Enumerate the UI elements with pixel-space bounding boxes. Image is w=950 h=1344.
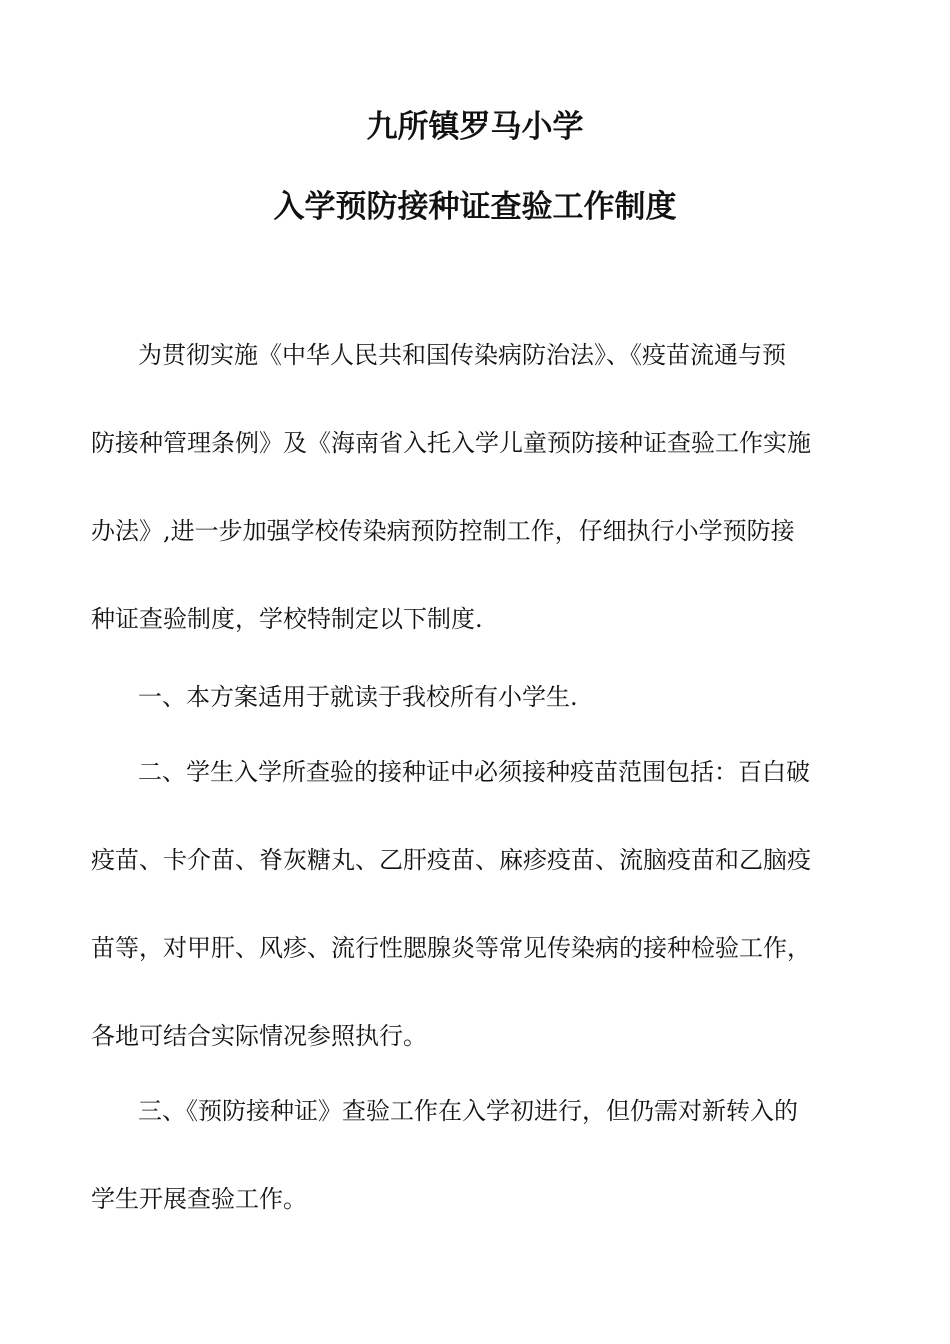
item-3-line-2: 学生开展查验工作。 [91,1185,307,1213]
item-1-line-1: 一、本方案适用于就读于我校所有小学生. [138,683,578,711]
item-3-line-1: 三、《预防接种证》查验工作在入学初进行，但仍需对新转入的 [138,1097,798,1125]
item-2-line-4: 各地可结合实际情况参照执行。 [91,1022,427,1050]
intro-line-1: 为贯彻实施《中华人民共和国传染病防治法》、《疫苗流通与预 [138,341,786,369]
document-title: 入学预防接种证查验工作制度 [273,189,677,225]
intro-line-4: 种证查验制度，学校特制定以下制度. [91,605,483,633]
intro-line-2: 防接种管理条例》及《海南省入托入学儿童预防接种证查验工作实施 [91,429,811,457]
school-name-title: 九所镇罗马小学 [366,109,584,145]
item-2-line-3: 苗等，对甲肝、风疹、流行性腮腺炎等常见传染病的接种检验工作， [91,934,811,962]
item-2-line-2: 疫苗、卡介苗、脊灰糖丸、乙肝疫苗、麻疹疫苗、流脑疫苗和乙脑疫 [91,846,811,874]
intro-line-3: 办法》,进一步加强学校传染病预防控制工作，仔细执行小学预防接 [91,517,795,545]
item-2-line-1: 二、学生入学所查验的接种证中必须接种疫苗范围包括：百白破 [138,758,810,786]
